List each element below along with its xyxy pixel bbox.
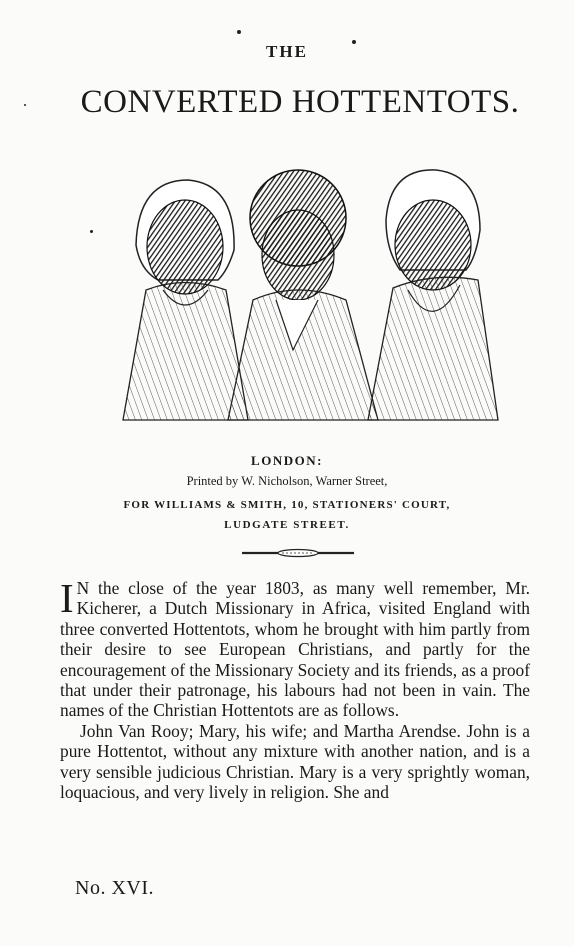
paragraph-1-text: N the close of the year 1803, as many well remember, Mr. Kicherer, a Dutch Missionary in Africa, visited England with three converted Hottentots, whom he brought with him partly from their desire to see European Christians, and partly for the encouragement of the Missionary Society and its friends, as a proof that under their patronage, his labours had not been in vain. The names of the Christian Hottentots are as follows. [60, 578, 530, 721]
imprint-city: LONDON: [251, 453, 323, 468]
engraving-illustration [88, 150, 508, 430]
page-title: CONVERTED HOTTENTOTS. [80, 84, 520, 120]
ink-speck [352, 40, 356, 44]
ink-speck [237, 30, 241, 34]
imprint-printer: Printed by W. Nicholson, Warner Street, [186, 474, 388, 488]
ink-speck [90, 230, 93, 233]
drop-cap: I [60, 575, 74, 621]
imprint-street: LUDGATE STREET. [224, 519, 350, 531]
title-small: THE [266, 42, 308, 61]
figure-center [228, 170, 378, 420]
paragraph-2: John Van Rooy; Mary, his wife; and Martha Arendse. John is a pure Hottentot, without any mixture with another nation, and is a very sensible judicious Christian. Mary is a very sprightly woman, loquacious, and very lively in religion. She and [60, 720, 530, 803]
imprint-publisher: FOR WILLIAMS & SMITH, 10, STATIONERS' COURT, [123, 499, 451, 511]
figure-left [123, 180, 248, 420]
divider-ornament [238, 546, 358, 560]
body-text [60, 575, 530, 803]
ink-speck [24, 104, 26, 106]
signature-mark: No. XVI. [75, 877, 154, 899]
paragraph-1 [60, 575, 530, 721]
figure-right [368, 170, 498, 420]
